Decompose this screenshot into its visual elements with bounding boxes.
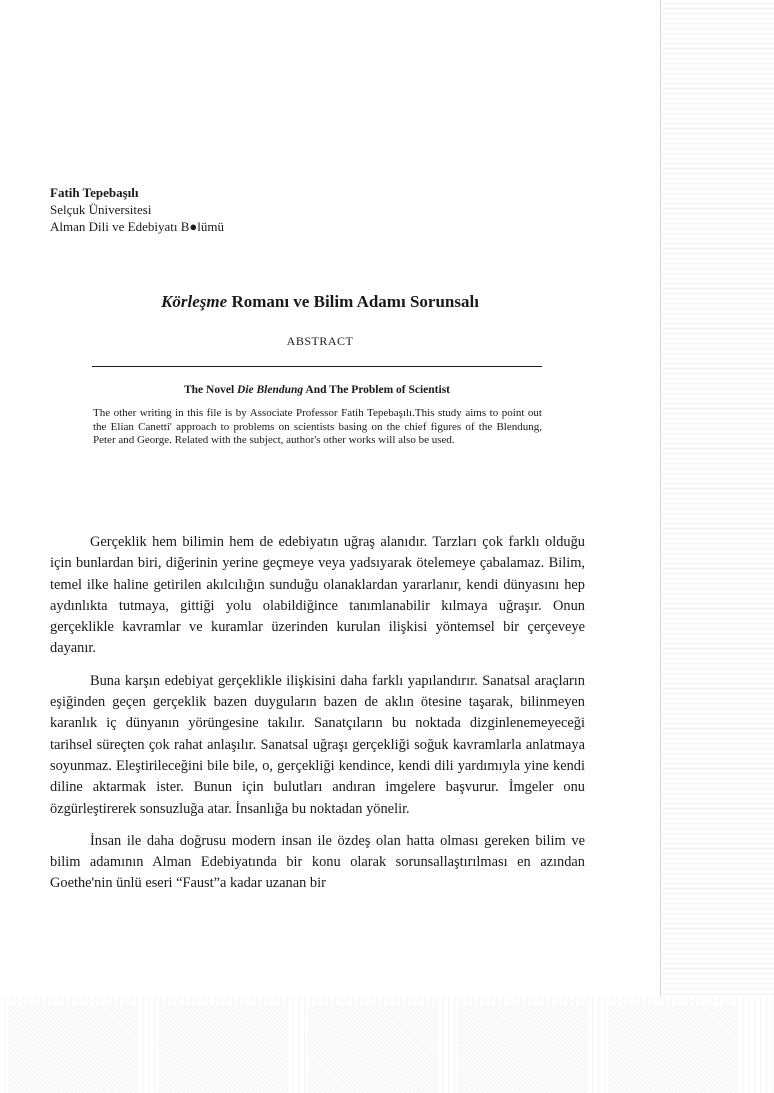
abstract-label: ABSTRACT	[286, 334, 354, 348]
body-text	[50, 532, 585, 906]
abstract-heading	[92, 384, 542, 396]
abstract-heading-pre: The Novel	[183, 384, 238, 396]
abstract-divider	[92, 366, 542, 367]
scan-noise-block	[458, 1005, 588, 1093]
paragraph: Buna karşın edebiyat gerçeklikle ilişkisini daha farklı yapılandırır. Sanatsal araçların eşiğinden geçen gerçeklik bazen duyguların bazen de aklın ötesine taşarak, bilinmeyen karanlık iç dünyanın yörüngesine takılır. Sanatçıların bu noktada dizginlenemeyeceği tarihsel süreçten çok rahat anlaşılır. Sanatsal uğraşı gerçekliği soğuk kavramlarla anlatmaya soyunmaz. Eleştirileceğini bile bile, o, gerçekliği kendince, kendi dili yardımıyla yine kendi diline aktarmak ister. Bunun için bulutları andıran imgelere başvurur. İmgeler onu özgürleştirerek sonsuzluğa atar. İnsanlığa bu noktadan yönelir.	[50, 672, 585, 817]
abstract-heading-italic: Die Blendung	[237, 384, 304, 396]
scan-edge-line	[660, 0, 661, 1000]
scan-noise-block	[608, 1005, 738, 1093]
author-university: Selçuk Üniversitesi	[50, 202, 152, 217]
abstract-heading-post: And The Problem of Scientist	[303, 384, 451, 396]
paragraph: İnsan ile daha doğrusu modern insan ile özdeş olan hatta olması gereken bilim ve bilim adamının Alman Edebiyatında bir konu olarak sorunsallaştırılması en azından Goethe'nin ünlü eseri “Faust”a kadar uzanan bir	[50, 832, 585, 892]
page-title	[0, 292, 640, 312]
title-italic: Körleşme	[161, 292, 228, 311]
title-rest: Romanı ve Bilim Adamı Sorunsalı	[227, 292, 479, 311]
abstract-body: The other writing in this file is by Associate Professor Fatih Tepebaşılı.This study aims to point out the Elian Canetti' approach to problems on scientists basing on the chief figures of the Blendung, Peter and George. Related with the subject, author's other works will also be used.	[93, 407, 542, 447]
author-department: Alman Dili ve Edebiyatı B●lümü	[50, 219, 224, 234]
scan-edge-artifact	[662, 0, 774, 1093]
scan-noise-block	[308, 1005, 438, 1093]
author-name: Fatih Tepebaşılı	[50, 185, 139, 200]
paragraph: Gerçeklik hem bilimin hem de edebiyatın uğraş alanıdır. Tarzları çok farklı olduğu için bunlardan biri, diğerinin yerine geçmeye veya yadsıyarak ötelemeye çabalamaz. Bilim, temel ilke haline getirilen akılcılığın sunduğu olanaklardan yararlanır, kendi dünyasını hep aydınlıkta tutmaya, gittiği yolu olabildiğince tanımlanabilir kılmaya uğraşır. Onun gerçeklikle kavramlar ve kuramlar üzerinden kurulan ilişkisi yöntemsel bir çerçeveye dayanır.	[50, 534, 585, 657]
scan-bottom-artifact	[0, 997, 774, 1093]
scan-noise-block	[8, 1005, 138, 1093]
scan-noise-block	[158, 1005, 288, 1093]
author-block	[50, 184, 224, 235]
